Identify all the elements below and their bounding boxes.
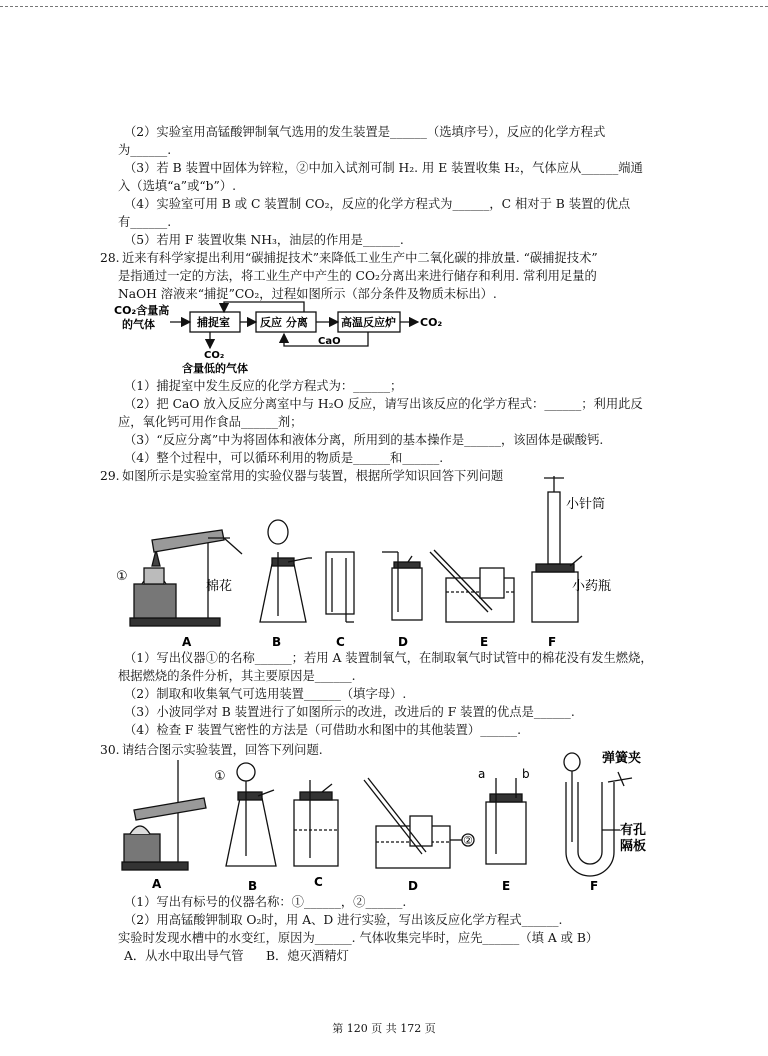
flow-input-line2: 的气体 — [122, 318, 155, 331]
q29-sub-2: （2）制取和收集氧气可选用装置______（填字母）. — [124, 687, 407, 701]
q30-number: 30. — [100, 743, 120, 757]
q30-apparatus-figure — [112, 750, 652, 894]
q30-label-D: D — [408, 879, 418, 893]
furnace-label: 高温反应炉 — [341, 316, 396, 329]
q29-label-F: F — [548, 635, 557, 649]
q28-sub-3: （3）“反应分离”中为将固体和液体分离，所用到的基本操作是______，该固体是碳酸钙. — [124, 433, 604, 447]
q29-stem: 如图所示是实验室常用的实验仪器与装置，根据所学知识回答下列问题 — [122, 469, 504, 483]
q29-sub-3: （3）小波同学对 B 装置进行了如图所示的改进，改进后的 F 装置的优点是______. — [124, 705, 575, 719]
q28-number: 28. — [100, 251, 120, 265]
q29-sub-1a: （1）写出仪器①的名称______；若用 A 装置制氧气，在制取氧气时试管中的棉花没有发生燃烧， — [124, 651, 653, 665]
q29-label-E: E — [480, 635, 489, 649]
q28-stem-3: NaOH 溶液来“捕捉”CO₂，过程如图所示（部分条件及物质未标出）. — [118, 287, 497, 301]
q30-mark-2: ② — [463, 834, 473, 847]
capture-chamber-label: 捕捉室 — [197, 316, 230, 329]
q29-sub-1b: 根据燃烧的条件分析，其主要原因是______. — [118, 669, 356, 683]
q28-sub-2b: 应，氧化钙可用作食品______剂； — [118, 415, 303, 429]
q30-label-B: B — [248, 879, 258, 893]
q30-option-b: B．熄灭酒精灯 — [266, 949, 349, 963]
q30-sub-2a: （2）用高锰酸钾制取 O₂时，用 A、D 进行实验，写出该反应化学方程式______. — [124, 913, 563, 927]
q27-line-5: （5）若用 F 装置收集 NH₃，油层的作用是______. — [124, 233, 404, 247]
q29-label-B: B — [272, 635, 282, 649]
q29-bottle-label: 小药瓶 — [572, 579, 612, 594]
q29-mark-1: ① — [116, 569, 128, 584]
q30-sub-1: （1）写出有标号的仪器名称：①______，②______. — [124, 895, 407, 909]
flow-output-co2: CO₂ — [420, 316, 443, 329]
q29-apparatus-figure — [112, 472, 652, 650]
flow-down-co2: CO₂ — [204, 350, 225, 361]
q30-sub-2b: 实验时发现水槽中的水变红，原因为______. 气体收集完毕时，应先______（填 A 或 B） — [118, 931, 599, 945]
q27-line-2a: （2）实验室用高锰酸钾制氧气选用的发生装置是______（选填序号），反应的化学方程式 — [124, 125, 606, 139]
q29-cotton-label: 棉花 — [206, 579, 233, 594]
q30-label-E: E — [502, 879, 511, 893]
flow-input-line1: CO₂含量高 — [114, 304, 170, 317]
q29-label-A: A — [182, 635, 192, 649]
q28-stem-2: 是指通过一定的方法，将工业生产中产生的 CO₂分离出来进行储存和利用. 常利用足量的 — [118, 269, 597, 283]
q30-option-a: A．从水中取出导气管 — [124, 949, 244, 963]
q29-label-D: D — [398, 635, 408, 649]
carbon-capture-flow-diagram — [112, 298, 472, 376]
q29-sub-4: （4）检查 F 装置气密性的方法是（可借助水和图中的其他装置）______. — [124, 723, 521, 737]
q29-label-C: C — [336, 635, 345, 649]
q27-line-4a: （4）实验室可用 B 或 C 装置制 CO₂，反应的化学方程式为______，C 相对于 B 装置的优点 — [124, 197, 631, 211]
page-footer: 第 120 页 共 172 页 — [332, 1022, 436, 1035]
flow-down-label: 含量低的气体 — [182, 362, 248, 375]
q28-sub-2a: （2）把 CaO 放入反应分离室中与 H₂O 反应，请写出该反应的化学方程式：______；利用此反 — [124, 397, 643, 411]
q27-line-4b: 有______. — [118, 215, 172, 229]
q27-line-3b: 入（选填“a”或“b”）. — [118, 179, 237, 193]
q30-stem: 请结合图示实验装置，回答下列问题. — [122, 743, 323, 757]
q28-sub-4: （4）整个过程中，可以循环利用的物质是______和______. — [124, 451, 444, 465]
q29-syringe-label: 小针筒 — [566, 497, 606, 512]
reaction-separation-label: 反应 分离 — [260, 316, 308, 329]
q30-plate-label-1: 有孔 — [620, 823, 647, 838]
flow-cao-label: CaO — [318, 336, 341, 347]
q27-line-3a: （3）若 B 装置中固体为锌粒，②中加入试剂可制 H₂. 用 E 装置收集 H₂，气体应从______端通 — [124, 161, 643, 175]
q30-plate-label-2: 隔板 — [620, 839, 647, 854]
q28-stem-1: 近来有科学家提出利用“碳捕捉技术”来降低工业生产中二氧化碳的排放量. “碳捕捉技术” — [122, 251, 598, 265]
q27-line-2b: 为______. — [118, 143, 172, 157]
q30-label-A: A — [152, 877, 162, 891]
q29-number: 29. — [100, 469, 120, 483]
top-dashed-rule — [0, 6, 768, 7]
q28-sub-1: （1）捕捉室中发生反应的化学方程式为：______； — [124, 379, 403, 393]
q30-mark-1: ① — [214, 769, 226, 784]
q30-label-F: F — [590, 879, 599, 893]
q30-label-a: a — [478, 767, 486, 781]
q30-clip-label: 弹簧夹 — [602, 751, 642, 766]
q30-label-C: C — [314, 875, 323, 889]
q30-label-b: b — [522, 767, 530, 781]
